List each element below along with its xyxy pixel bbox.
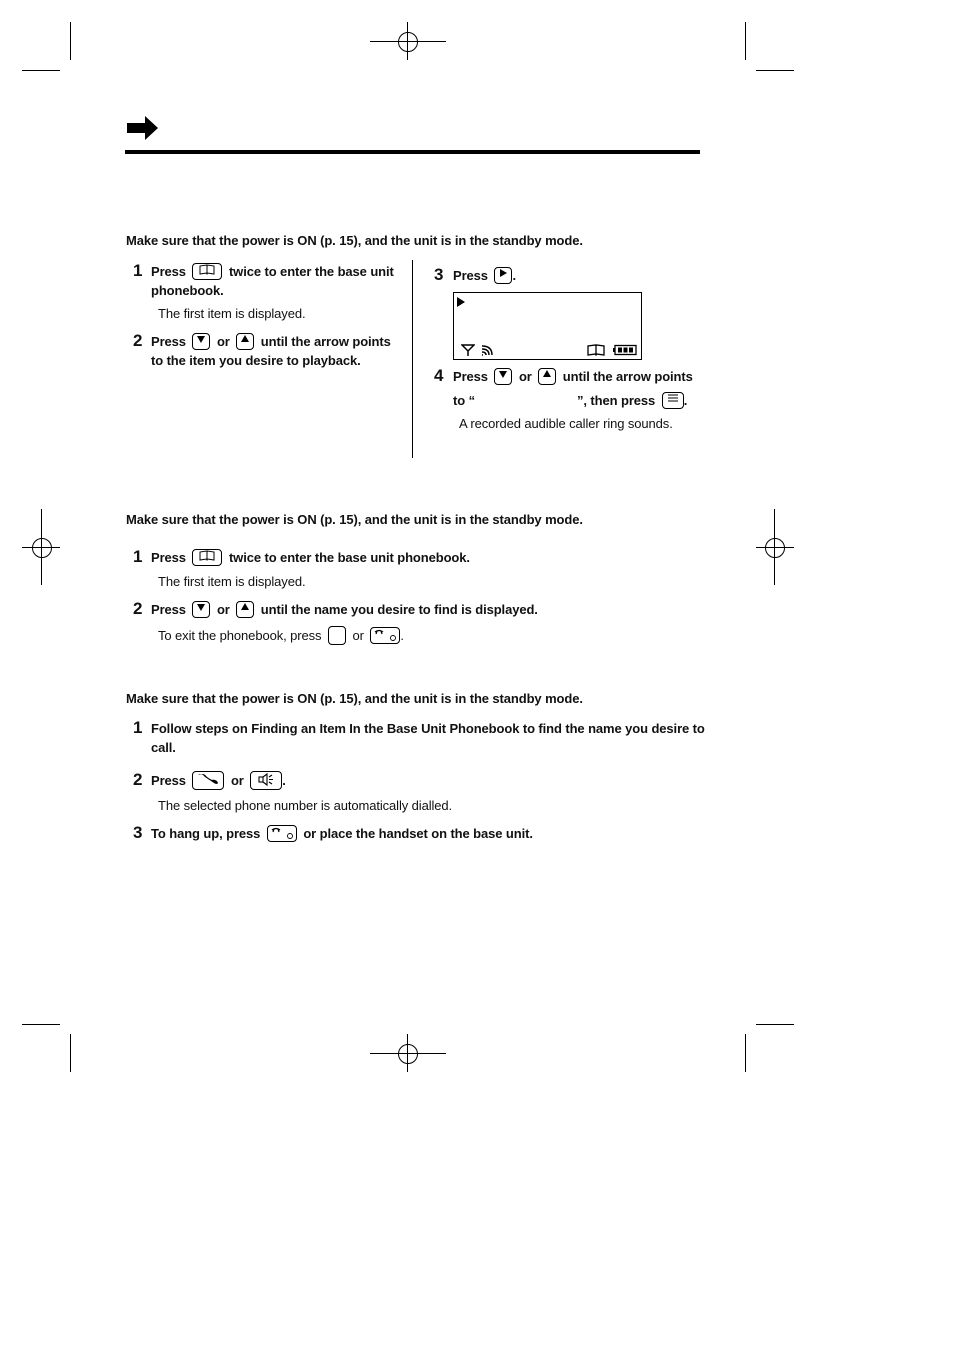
up-button[interactable] bbox=[236, 601, 254, 618]
book-icon bbox=[199, 264, 215, 275]
s1-step4-line2-pre: to “ bbox=[453, 393, 475, 408]
phonebook-button[interactable] bbox=[192, 263, 222, 280]
menu-button[interactable] bbox=[662, 392, 684, 409]
up-button[interactable] bbox=[538, 368, 556, 385]
s1-step4-line2-post: ”, then press . bbox=[577, 393, 688, 408]
s1-step1-line2: phonebook. bbox=[151, 283, 224, 298]
s3-step1-line2: call. bbox=[151, 740, 176, 755]
s1-step1-note: The first item is displayed. bbox=[158, 306, 306, 321]
phonebook-button[interactable] bbox=[192, 549, 222, 566]
s1-step4-note: A recorded audible caller ring sounds. bbox=[459, 416, 673, 431]
handset-icon bbox=[195, 772, 221, 787]
pointer-arrow-icon bbox=[457, 297, 465, 307]
step-number: 1 bbox=[133, 547, 143, 566]
step-number: 2 bbox=[133, 770, 143, 789]
speaker-button[interactable] bbox=[250, 771, 282, 790]
up-arrow-icon bbox=[542, 369, 552, 379]
off-icon bbox=[269, 826, 295, 840]
s1-step2-line2: to the item you desire to playback. bbox=[151, 353, 361, 368]
s2-step1-note: The first item is displayed. bbox=[158, 574, 306, 589]
step-number: 3 bbox=[434, 265, 444, 284]
s2-step1-line1: Press twice to enter the base unit phonebook. bbox=[151, 550, 470, 565]
antenna-icon bbox=[461, 344, 475, 356]
play-button[interactable] bbox=[494, 267, 512, 284]
up-arrow-icon bbox=[240, 334, 250, 344]
step-number: 1 bbox=[133, 261, 143, 280]
s2-step2-line1: Press or until the name you desire to find is displayed. bbox=[151, 602, 538, 617]
section1-intro: Make sure that the power is ON (p. 15), and the unit is in the standby mode. bbox=[126, 233, 583, 248]
speaker-icon bbox=[254, 772, 278, 787]
battery-icon bbox=[613, 344, 637, 356]
talk-button[interactable] bbox=[192, 771, 224, 790]
off-button[interactable] bbox=[370, 627, 400, 644]
menu-icon bbox=[666, 393, 680, 403]
arrow-right-icon bbox=[127, 116, 159, 145]
signal-icon bbox=[480, 344, 494, 356]
step-number: 2 bbox=[133, 599, 143, 618]
step-number: 1 bbox=[133, 718, 143, 737]
up-arrow-icon bbox=[240, 602, 250, 612]
header-rule bbox=[125, 150, 700, 154]
step-number: 4 bbox=[434, 366, 444, 385]
down-button[interactable] bbox=[192, 333, 210, 350]
off-button[interactable] bbox=[267, 825, 297, 842]
s3-step2-line1: Press or . bbox=[151, 771, 286, 791]
down-arrow-icon bbox=[196, 602, 206, 612]
s1-step1-line1: Press twice to enter the base unit bbox=[151, 264, 394, 279]
column-divider bbox=[412, 260, 413, 458]
s3-step1-line1: Follow steps on Finding an Item In the Base Unit Phonebook to find the name you desire to bbox=[151, 721, 705, 736]
book-icon bbox=[199, 550, 215, 561]
blank-button[interactable] bbox=[328, 626, 346, 645]
book-icon bbox=[587, 344, 605, 356]
s1-step3-line1: Press . bbox=[453, 268, 516, 283]
down-button[interactable] bbox=[192, 601, 210, 618]
up-button[interactable] bbox=[236, 333, 254, 350]
s1-step2-line1: Press or until the arrow points bbox=[151, 334, 391, 349]
play-icon bbox=[498, 268, 508, 278]
section2-intro: Make sure that the power is ON (p. 15), and the unit is in the standby mode. bbox=[126, 512, 583, 527]
s1-step4-line1: Press or until the arrow points bbox=[453, 369, 693, 384]
step-number: 2 bbox=[133, 331, 143, 350]
s3-step3-line1: To hang up, press or place the handset on the base unit. bbox=[151, 826, 533, 841]
section3-intro: Make sure that the power is ON (p. 15), and the unit is in the standby mode. bbox=[126, 691, 583, 706]
down-arrow-icon bbox=[196, 334, 206, 344]
step-number: 3 bbox=[133, 823, 143, 842]
s2-step2-note: To exit the phonebook, press or . bbox=[158, 626, 404, 646]
down-arrow-icon bbox=[498, 369, 508, 379]
off-icon bbox=[372, 628, 398, 642]
s3-step2-note: The selected phone number is automatically dialled. bbox=[158, 798, 453, 813]
down-button[interactable] bbox=[494, 368, 512, 385]
lcd-display bbox=[453, 292, 642, 360]
